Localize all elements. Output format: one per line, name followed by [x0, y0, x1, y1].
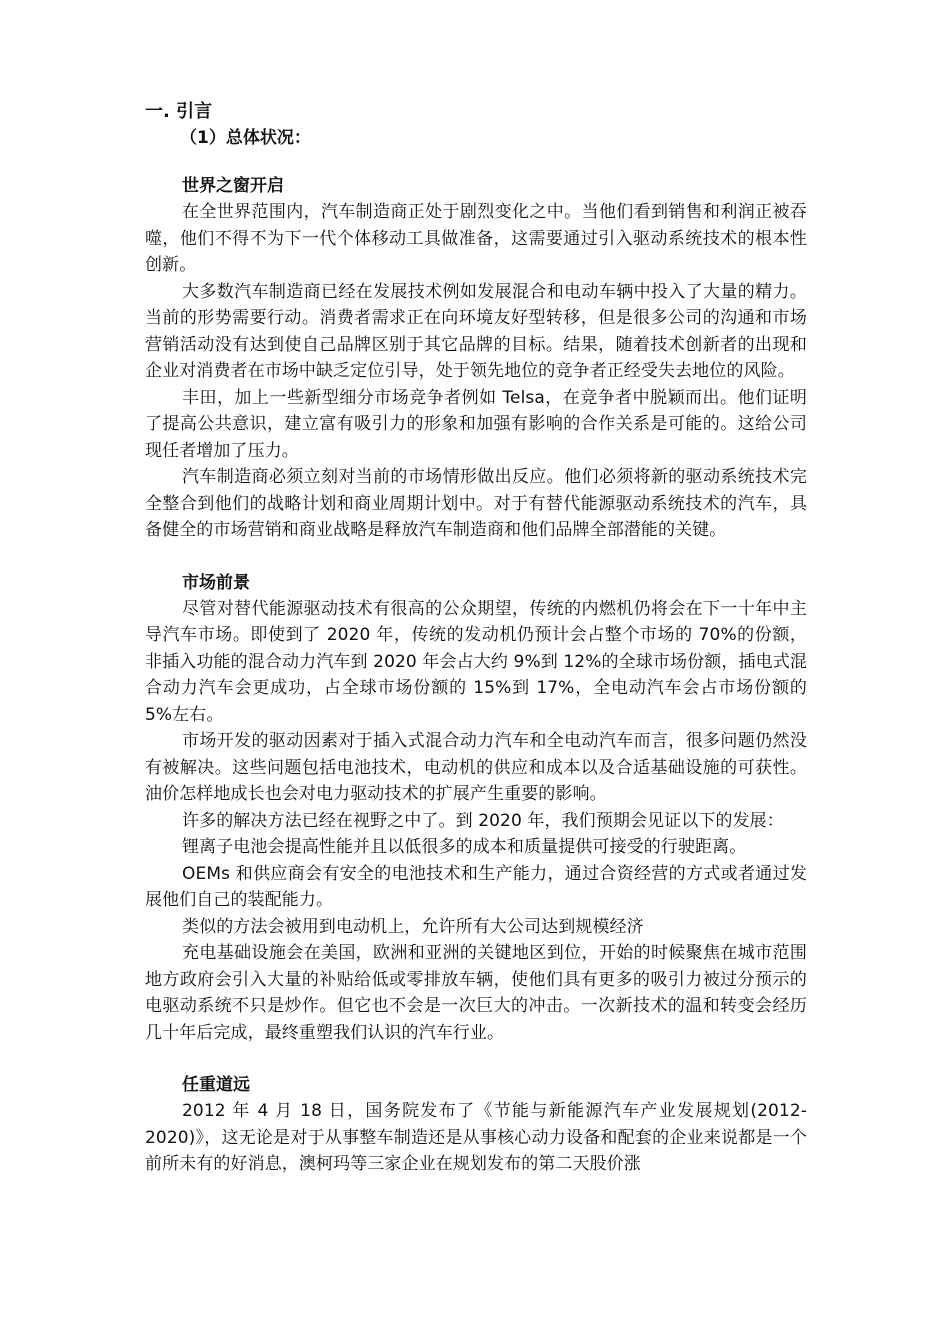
section-title: 世界之窗开启 — [182, 176, 284, 196]
paragraph: 汽车制造商必须立刻对当前的市场情形做出反应。他们必须将新的驱动系统技术完全整合到他们的战略计划和商业周期计划中。对于有替代能源驱动系统技术的汽车，具备健全的市场营销和商业战略是释放汽车制造商和他们品牌全部潜能的关键。 — [145, 467, 807, 540]
paragraph: 许多的解决方法已经在视野之中了。到 2020 年，我们预期会见证以下的发展： — [182, 810, 784, 831]
section-long-road — [145, 1072, 807, 1178]
paragraph: 在全世界范围内，汽车制造商正处于剧烈变化之中。当他们看到销售和利润正被吞噬，他们不得不为下一代个体移动工具做准备，这需要通过引入驱动系统技术的根本性创新。 — [145, 202, 807, 275]
paragraph: 尽管对替代能源驱动技术有很高的公众期望，传统的内燃机仍将会在下一十年中主导汽车市场。即使到了 2020 年，传统的发动机仍预计会占整个市场的 70%的份额，非插入功能的混合动力汽车到 2020 年会占大约 9%到 12%的全球市场份额，插电式混合动力汽车会更成功，占全球市场份额的 15%到 17%，全电动汽车会占市场份额的 5%左右。 — [145, 598, 807, 725]
chapter-heading: 一. 引言 — [145, 101, 213, 122]
subsection-heading: （1）总体状况： — [180, 128, 311, 148]
paragraph: 类似的方法会被用到电动机上，允许所有大公司达到规模经济 — [182, 916, 644, 937]
paragraph: 丰田，加上一些新型细分市场竞争者例如 Telsa，在竞争者中脱颖而出。他们证明了提高公共意识，建立富有吸引力的形象和加强有影响的合作关系是可能的。这给公司现任者增加了压力。 — [145, 387, 807, 461]
section-title: 任重道远 — [182, 1075, 250, 1095]
section-world-window — [145, 173, 807, 544]
paragraph: 2012 年 4 月 18 日，国务院发布了《节能与新能源汽车产业发展规划(2012-2020)》，这无论是对于从事整车制造还是从事核心动力设备和配套的企业来说都是一个前所未有的好消息，澳柯玛等三家企业在规划发布的第二天股价涨 — [145, 1101, 807, 1174]
paragraph: 大多数汽车制造商已经在发展技术例如发展混合和电动车辆中投入了大量的精力。当前的形势需要行动。消费者需求正在向环境友好型转移，但是很多公司的沟通和市场营销活动没有达到使自己品牌区别于其它品牌的目标。结果，随着技术创新者的出现和企业对消费者在市场中缺乏定位引导，处于领先地位的竞争者正经受失去地位的风险。 — [145, 281, 807, 381]
section-title: 市场前景 — [182, 572, 250, 593]
paragraph: 充电基础设施会在美国，欧洲和亚洲的关键地区到位，开始的时候聚焦在城市范围地方政府会引入大量的补贴给低或零排放车辆，使他们具有更多的吸引力被过分预示的电驱动系统不只是炒作。但它也不会是一次巨大的冲击。一次新技术的温和转变会经历几十年后完成，最终重塑我们认识的汽车行业。 — [145, 943, 807, 1043]
document-body — [145, 99, 807, 1178]
paragraph: 市场开发的驱动因素对于插入式混合动力汽车和全电动汽车而言，很多问题仍然没有被解决。这些问题包括电池技术，电动机的供应和成本以及合适基础设施的可获性。油价怎样地成长也会对电力驱动技术的扩展产生重要的影响。 — [145, 731, 807, 804]
section-market-outlook — [145, 570, 807, 1047]
paragraph: 锂离子电池会提高性能并且以低很多的成本和质量提供可接受的行驶距离。 — [182, 837, 747, 857]
paragraph: OEMs 和供应商会有安全的电池技术和生产能力，通过合资经营的方式或者通过发展他们自己的装配能力。 — [145, 863, 807, 910]
